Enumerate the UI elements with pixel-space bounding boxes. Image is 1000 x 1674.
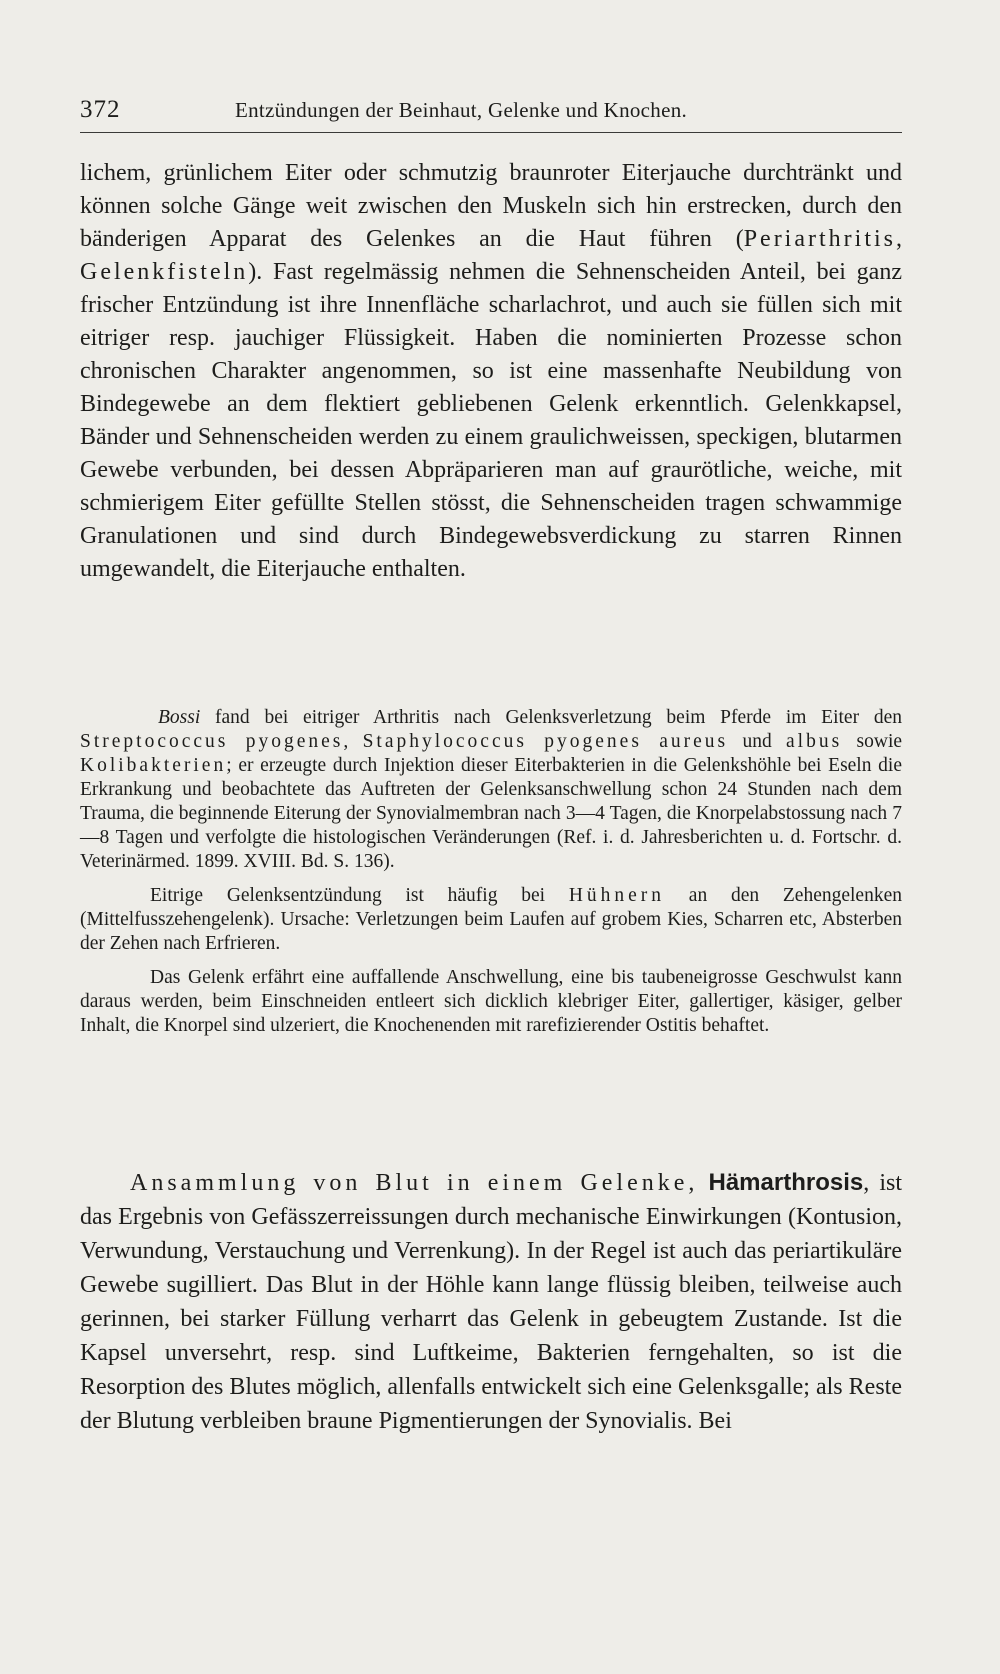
- running-title: Entzündungen der Beinhaut, Gelenke und Knochen.: [235, 98, 688, 122]
- text-run: Das Gelenk erfährt eine auffallende Anschwellung, eine bis taubeneigrosse Geschwulst kann daraus werden, beim Einschneiden entleert sich dicklich klebriger Eiter, gallertiger, käsiger, gelber Inhalt, die Knorpel sind ulzeriert, die Knochenenden mit rarefizierender Ostitis behaftet.: [80, 967, 902, 1036]
- spaced-term: Staphylococcus pyogenes aureus: [362, 731, 729, 752]
- body-paragraph-2: [80, 1166, 902, 1438]
- header-rule: [80, 132, 902, 133]
- page-number: 372: [80, 96, 121, 123]
- body-paragraph-1: [80, 157, 902, 586]
- text-run: sowie: [842, 731, 903, 752]
- text-run: , ist das Ergebnis von Gefässzerreissungen durch mechanische Einwirkungen (Kontusion, Verwundung, Verstauchung und Verrenkung). In der Regel ist auch das periartikuläre Gewebe sugilliert. Das Blut in der Höhle kann lange flüssig bleiben, teilweise auch gerinnen, bei starker Füllung verharrt das Gelenk in gebeugtem Zustande. Ist die Kapsel unversehrt, resp. sind Luftkeime, Bakterien ferngehalten, so ist die Resorption des Blutes möglich, allenfalls entwickelt sich eine Gelenksgalle; als Reste der Blutung verbleiben braune Pigmentierungen der Synovialis. Bei: [80, 1170, 903, 1434]
- spaced-term: Periarthritis: [743, 226, 896, 252]
- small-paragraph-gelenk: [80, 966, 902, 1038]
- author-name: Bossi: [158, 707, 201, 728]
- small-paragraph-huehner: [80, 884, 902, 956]
- spaced-term: Kolibakterien: [80, 755, 227, 776]
- spaced-term: Gelenkfisteln: [80, 259, 249, 285]
- bold-term: Hämarthrosis: [708, 1169, 864, 1196]
- spaced-lead: Ansammlung von Blut in einem Gelenke,: [130, 1170, 699, 1196]
- small-print-block: [80, 706, 902, 1038]
- text-run: ). Fast regelmässig nehmen die Sehnenscheiden Anteil, bei ganz frischer Entzündung ist ihre Innenfläche scharlachrot, und auch sie füllen sich mit eitriger resp. jauchiger Flüssigkeit. Haben die nominierten Prozesse schon chronischen Charakter angenommen, so ist eine massenhafte Neubildung von Bindegewebe an dem flektiert gebliebenen Gelenk erkenntlich. Gelenkkapsel, Bänder und Sehnenscheiden werden zu einem graulichweissen, speckigen, blutarmen Gewebe verbunden, bei dessen Abpräparieren man auf graurötliche, weiche, mit schmierigem Eiter gefüllte Stellen stösst, die Sehnenscheiden tragen schwammige Granulationen und sind durch Bindegewebsverdickung zu starren Rinnen umgewandelt, die Eiterjauche enthalten.: [80, 259, 902, 582]
- text-run: ,: [343, 731, 363, 752]
- spaced-term: Streptococcus pyogenes: [80, 731, 344, 752]
- spaced-term: albus: [786, 731, 843, 752]
- text-run: Eitrige Gelenksentzündung ist häufig bei: [150, 885, 569, 906]
- text-run: ; er erzeugte durch Injektion dieser Eiterbakterien in die Gelenkshöhle bei Eseln die Erkrankung und beobachtete das Auftreten der Gelenksanschwellung schon 24 Stunden nach dem Trauma, die beginnende Eiterung der Synovialmembran nach 3—4 Tagen, die Knorpelabstossung nach 7—8 Tagen und verfolgte die histologischen Veränderungen (Ref. i. d. Jahresberichten u. d. Fortschr. d. Veterinärmed. 1899. XVIII. Bd. S. 136).: [80, 755, 902, 872]
- text-run: an den Zehengelenken (Mittelfusszehengelenk). Ursache: Verletzungen beim Laufen auf grobem Kies, Scharren etc, Absterben der Zehen nach Erfrieren.: [80, 885, 902, 954]
- text-run: lichem, grünlichem Eiter oder schmutzig braunroter Eiterjauche durchtränkt und können solche Gänge weit zwischen den Muskeln sich hin erstrecken, durch den bänderigen Apparat des Gelenkes an die Haut führen (: [80, 160, 902, 252]
- page-header: [80, 96, 900, 136]
- text-run: und: [728, 731, 787, 752]
- text-run: fand bei eitriger Arthritis nach Gelenksverletzung beim Pferde im Eiter den: [200, 707, 902, 728]
- spaced-term: Hühnern: [568, 885, 666, 906]
- text-run: ,: [896, 226, 902, 252]
- small-paragraph-bossi: [80, 706, 902, 874]
